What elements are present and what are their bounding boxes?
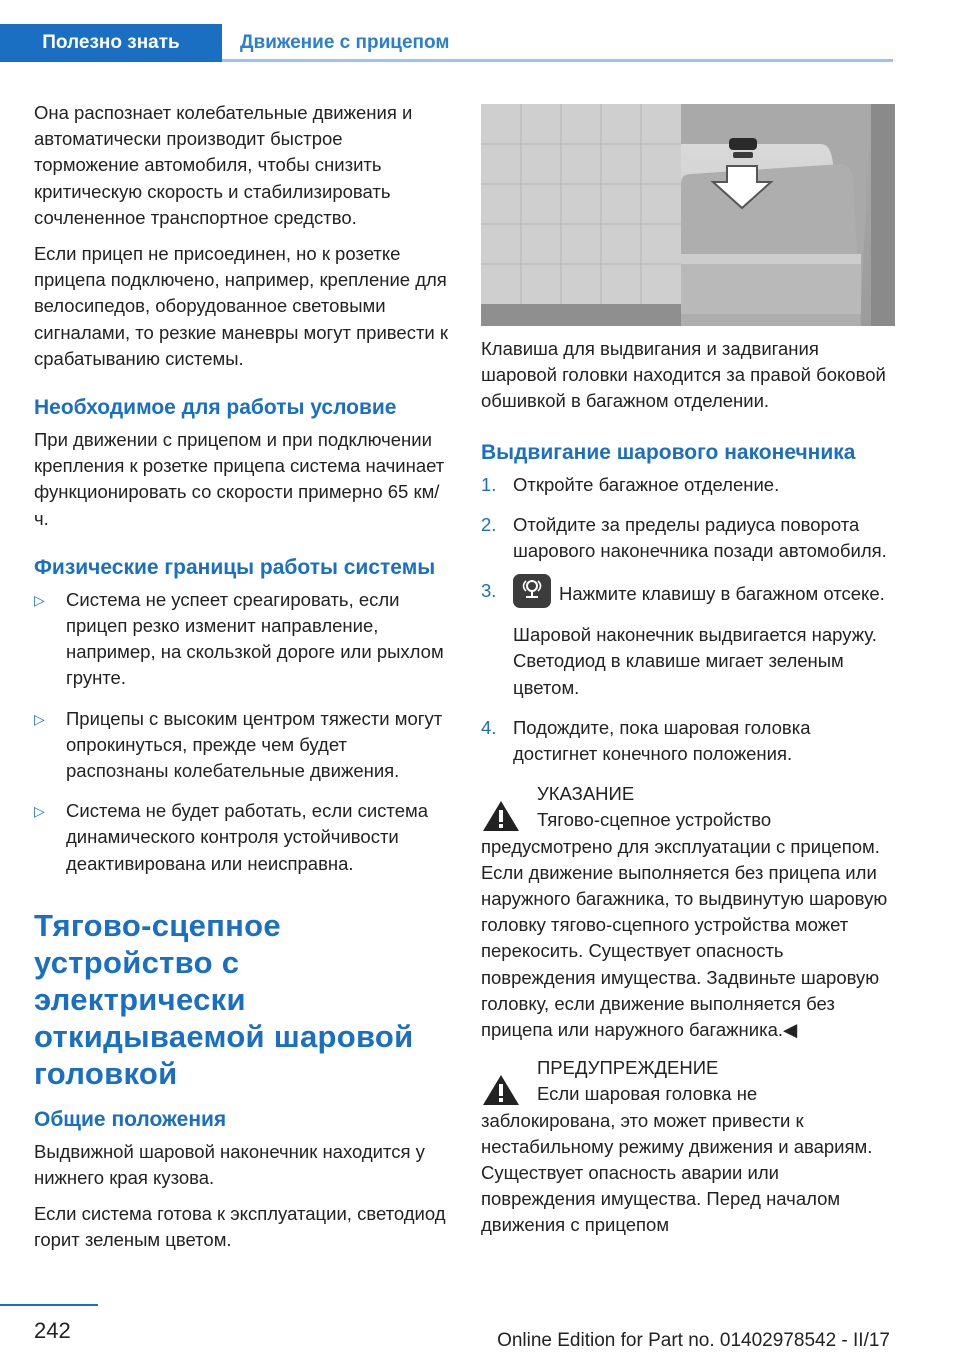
step-item: 3. Нажмите клавишу в багажном отсеке. Шаровой наконечник выдвигается наружу. Светодиод в клавише мигает зеленым цветом. (481, 578, 895, 701)
paragraph: Она распознает колебательные движения и автоматически производит быстрое торможение автомобиля, чтобы снизить критическую скорость и стабилизировать сочлененное транспортное средство. (34, 102, 413, 228)
triangle-bullet-icon: ▷ (34, 591, 45, 608)
paragraph: Выдвижной шаровой наконечник находится у нижнего края кузова. (34, 1140, 425, 1189)
step-number: 4. (481, 716, 497, 738)
list-item: ▷ Система не будет работать, если система динамического контроля устойчивости деактивирована или неисправна. (34, 800, 428, 874)
step-item: 2. Отойдите за пределы радиуса поворота шарового наконечника позади автомобиля. (481, 513, 887, 562)
paragraph: При движении с прицепом и при подключении крепления к розетке прицепа система начинает функционировать со скорости примерно 65 км/ч. (34, 429, 445, 529)
ball-head-button-icon (513, 574, 551, 608)
page-header (0, 0, 893, 62)
warning-triangle-icon (481, 799, 521, 833)
warning-title: ПРЕДУПРЕЖДЕНИЕ (537, 1057, 719, 1079)
footer-rule (0, 1304, 98, 1306)
list-item: ▷ Прицепы с высоким центром тяжести могут опрокинуться, прежде чем будет распознаны колебательные движения. (34, 707, 443, 782)
image-caption: Клавиша для выдвигания и задвигания шаровой головки находится за правой боковой обшивкой в багажном отделении. (481, 338, 886, 412)
step-number: 3. (481, 580, 497, 602)
chapter-tab[interactable]: Полезно знать (0, 24, 222, 62)
notice-text: Тягово-сцепное устройство предусмотрено для эксплуатации с прицепом. Если движение выполняется без прицепа или наружного багажника, то выдвинутую шаровую головку тягово-сцепного устройства может перекосить. Существует опасность повреждения имущества. Задвиньте шаровую головку, если движение выполняется без прицепа или наружного багажника.◀ (481, 809, 888, 1041)
subheading-extend: Выдвигание шарового наконечника (481, 440, 856, 464)
warning-block (481, 1055, 895, 1238)
header-rule (222, 59, 893, 62)
section-heading: Тягово-сцепное устройство с электрически откидываемой шаровой головкой (34, 907, 414, 1091)
triangle-bullet-icon: ▷ (34, 803, 45, 820)
warning-triangle-icon (481, 1073, 521, 1107)
paragraph: Если прицеп не присоединен, но к розетке прицепа подключено, например, крепление для велосипедов, оборудованное световыми сигналами, то резкие маневры могут привести к срабатыванию системы. (34, 243, 448, 369)
step-number: 1. (481, 473, 497, 495)
step-item: 4. Подождите, пока шаровая головка достигнет конечного положения. (481, 716, 811, 765)
notice-title: УКАЗАНИЕ (537, 783, 635, 805)
step-item: 1. Откройте багажное отделение. (481, 472, 895, 498)
step-number: 2. (481, 513, 497, 535)
left-column (34, 100, 449, 1264)
trunk-button-photo (481, 104, 895, 326)
subheading-general: Общие положения (34, 1107, 227, 1131)
paragraph: Если система готова к эксплуатации, светодиод горит зеленым цветом. (34, 1203, 446, 1251)
page-number: 242 (34, 1318, 71, 1343)
right-column (481, 336, 895, 1251)
edition-label: Online Edition for Part no. 01402978542 - II/17 (497, 1330, 890, 1351)
subheading-limits: Физические границы работы системы (34, 555, 436, 579)
section-tab[interactable]: Движение с прицепом (240, 32, 450, 53)
notice-block (481, 781, 895, 1043)
triangle-bullet-icon: ▷ (34, 710, 45, 727)
warning-text: Если шаровая головка не заблокирована, это может привести к нестабильному режиму движения и авариям. Существует опасность аварии или повреждения имущества. Перед началом движения с прицепом (481, 1083, 873, 1236)
subheading-condition: Необходимое для работы условие (34, 396, 397, 420)
list-item: ▷ Система не успеет среагировать, если прицеп резко изменит направление, например, на скользкой дороге или рыхлом грунте. (34, 588, 444, 689)
